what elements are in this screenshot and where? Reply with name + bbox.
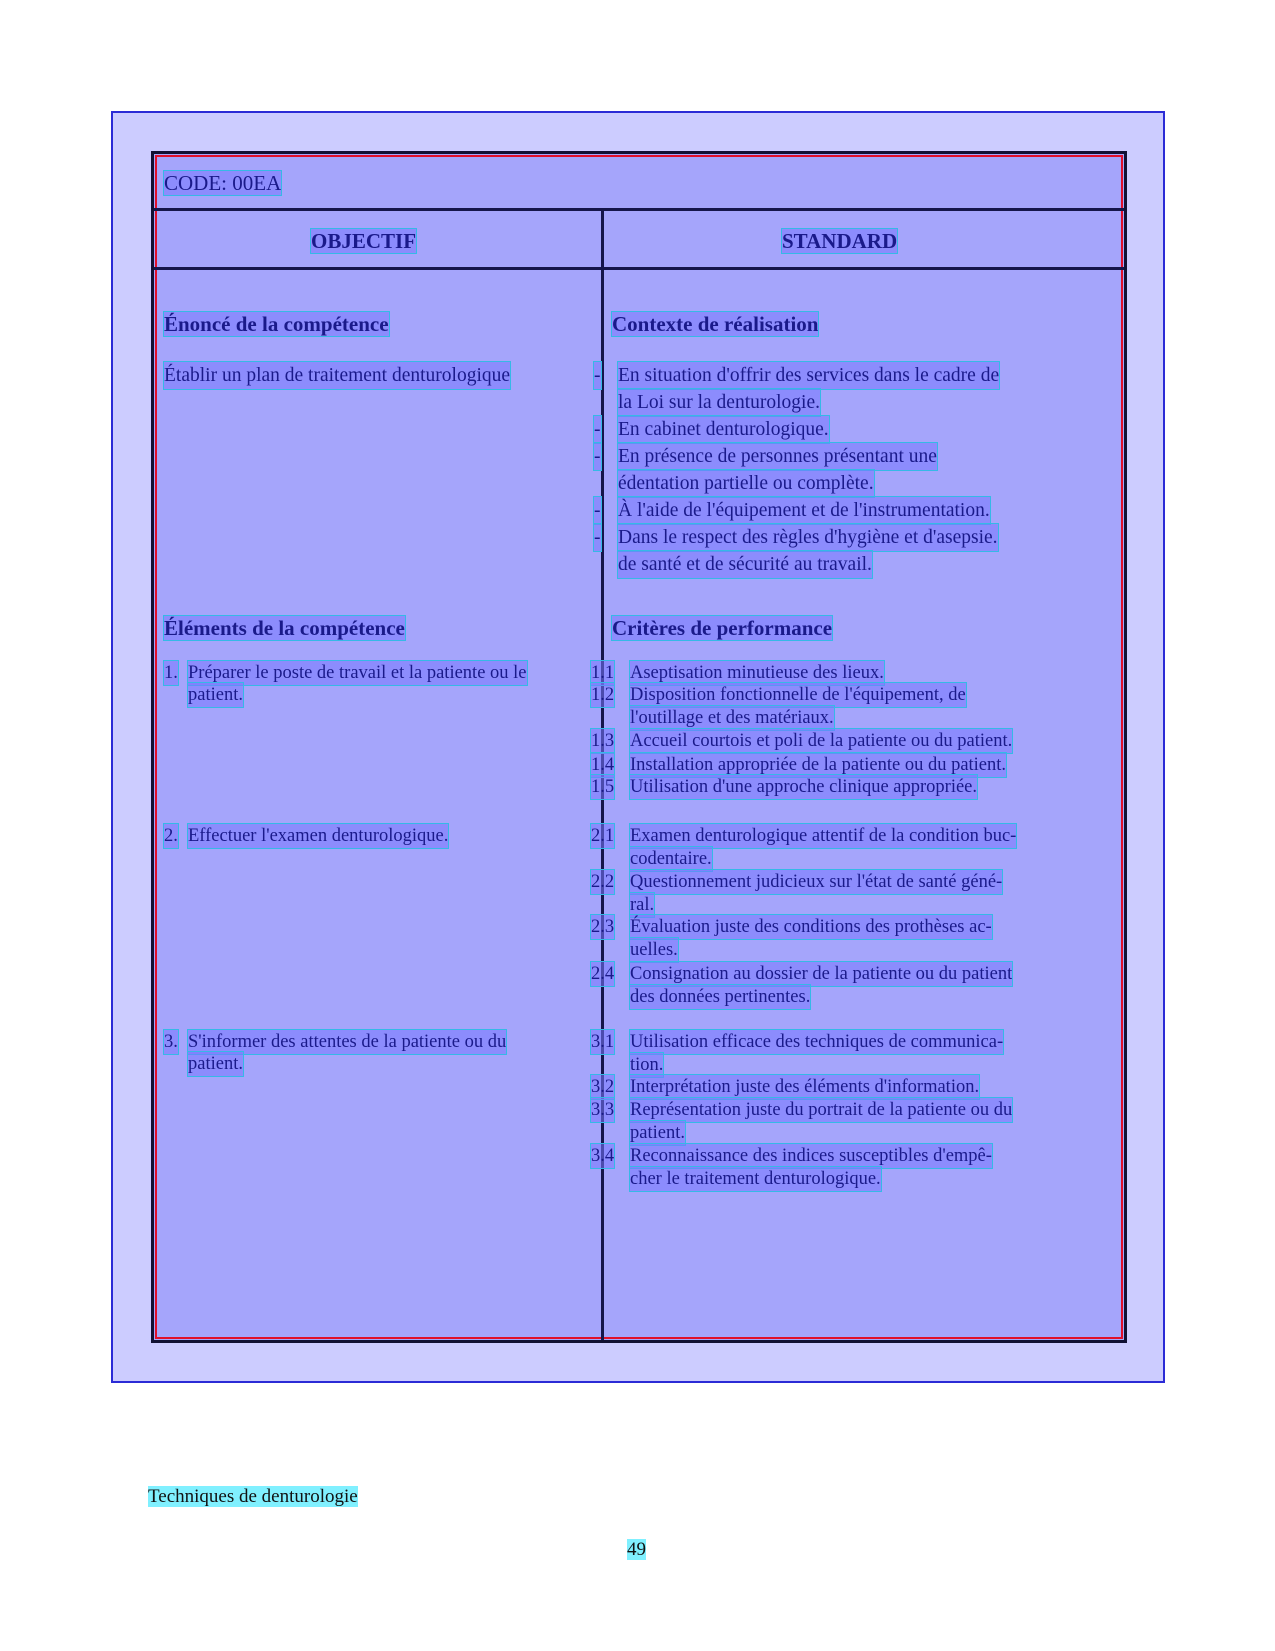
criterion-line: Examen denturologique attentif de la condition buc- <box>630 826 1017 846</box>
contexte-bullet: - <box>594 524 601 551</box>
criterion-line: des données pertinentes. <box>630 987 811 1007</box>
element-number: 1. <box>164 663 178 683</box>
contexte-item-line: En situation d'offrir des services dans le cadre de <box>618 362 999 389</box>
criterion-line: Disposition fonctionnelle de l'équipement, de <box>630 685 966 705</box>
criterion-line: Utilisation efficace des techniques de communica- <box>630 1032 1004 1052</box>
page-number <box>627 1539 646 1561</box>
element-line: Effectuer l'examen denturologique. <box>188 826 449 846</box>
element-number: 2. <box>164 826 178 846</box>
header-row <box>154 211 1124 270</box>
criterion-number: 1.1 <box>591 663 615 683</box>
criterion-number: 2.1 <box>591 826 615 846</box>
criteres-title: Critères de performance <box>612 616 833 640</box>
code-row <box>154 154 1124 211</box>
criterion-line: Aseptisation minutieuse des lieux. <box>630 663 884 683</box>
contexte-bullet: - <box>594 362 601 389</box>
element-number: 3. <box>164 1032 178 1052</box>
criterion-number: 2.4 <box>591 964 615 984</box>
contexte-item-line: Dans le respect des règles d'hygiène et d'asepsie. <box>618 524 998 551</box>
contexte-bullet: - <box>594 443 601 470</box>
enonce-title: Énoncé de la compétence <box>164 312 389 336</box>
criterion-number: 3.2 <box>591 1077 615 1097</box>
criterion-number: 1.3 <box>591 731 615 751</box>
criterion-number: 2.2 <box>591 872 615 892</box>
criterion-line: Installation appropriée de la patiente ou du patient. <box>630 755 1007 775</box>
element-line: S'informer des attentes de la patiente ou du <box>188 1032 507 1052</box>
criterion-number: 1.5 <box>591 777 615 797</box>
criterion-line: uelles. <box>630 940 678 960</box>
criterion-number: 3.3 <box>591 1100 615 1120</box>
footer-program <box>148 1486 358 1508</box>
contexte-title: Contexte de réalisation <box>612 312 819 336</box>
criterion-line: Évaluation juste des conditions des prothèses ac- <box>630 917 992 937</box>
criterion-line: ral. <box>630 895 655 915</box>
element-line: patient. <box>188 1054 243 1074</box>
contexte-bullet: - <box>594 497 601 524</box>
criterion-number: 2.3 <box>591 917 615 937</box>
criterion-line: codentaire. <box>630 849 712 869</box>
elements-title: Éléments de la compétence <box>164 616 405 640</box>
contexte-item-line: de santé et de sécurité au travail. <box>618 551 872 578</box>
contexte-item-line: En présence de personnes présentant une <box>618 443 937 470</box>
criterion-line: l'outillage et des matériaux. <box>630 708 834 728</box>
criterion-line: Questionnement judicieux sur l'état de santé géné- <box>630 872 1003 892</box>
criterion-line: Représentation juste du portrait de la patiente ou du <box>630 1100 1013 1120</box>
contexte-bullet: - <box>594 416 601 443</box>
criterion-line: cher le traitement denturologique. <box>630 1169 881 1189</box>
page-number-text: 49 <box>627 1539 646 1560</box>
criterion-number: 3.1 <box>591 1032 615 1052</box>
contexte-item-line: À l'aide de l'équipement et de l'instrumentation. <box>618 497 990 524</box>
competence-table <box>151 151 1127 1343</box>
element-line: Préparer le poste de travail et la patiente ou le <box>188 663 527 683</box>
criterion-line: Utilisation d'une approche clinique appropriée. <box>630 777 978 797</box>
enonce-text: Établir un plan de traitement denturologique <box>164 362 510 389</box>
contexte-item-line: édentation partielle ou complète. <box>618 470 874 497</box>
criterion-number: 1.2 <box>591 685 615 705</box>
footer-program-text: Techniques de denturologie <box>148 1486 358 1507</box>
criterion-line: Reconnaissance des indices susceptibles d'empê- <box>630 1146 992 1166</box>
criterion-line: Consignation au dossier de la patiente ou du patient <box>630 964 1013 984</box>
contexte-item-line: En cabinet denturologique. <box>618 416 829 443</box>
standard-header: STANDARD <box>782 229 898 253</box>
criterion-line: Accueil courtois et poli de la patiente ou du patient. <box>630 731 1013 751</box>
criterion-line: tion. <box>630 1055 664 1075</box>
element-line: patient. <box>188 685 243 705</box>
code-label: CODE: 00EA <box>164 171 282 195</box>
criterion-line: Interprétation juste des éléments d'information. <box>630 1077 980 1097</box>
criterion-number: 3.4 <box>591 1146 615 1166</box>
objectif-header: OBJECTIF <box>311 229 417 253</box>
criterion-line: patient. <box>630 1123 685 1143</box>
contexte-item-line: la Loi sur la denturologie. <box>618 389 820 416</box>
criterion-number: 1.4 <box>591 755 615 775</box>
